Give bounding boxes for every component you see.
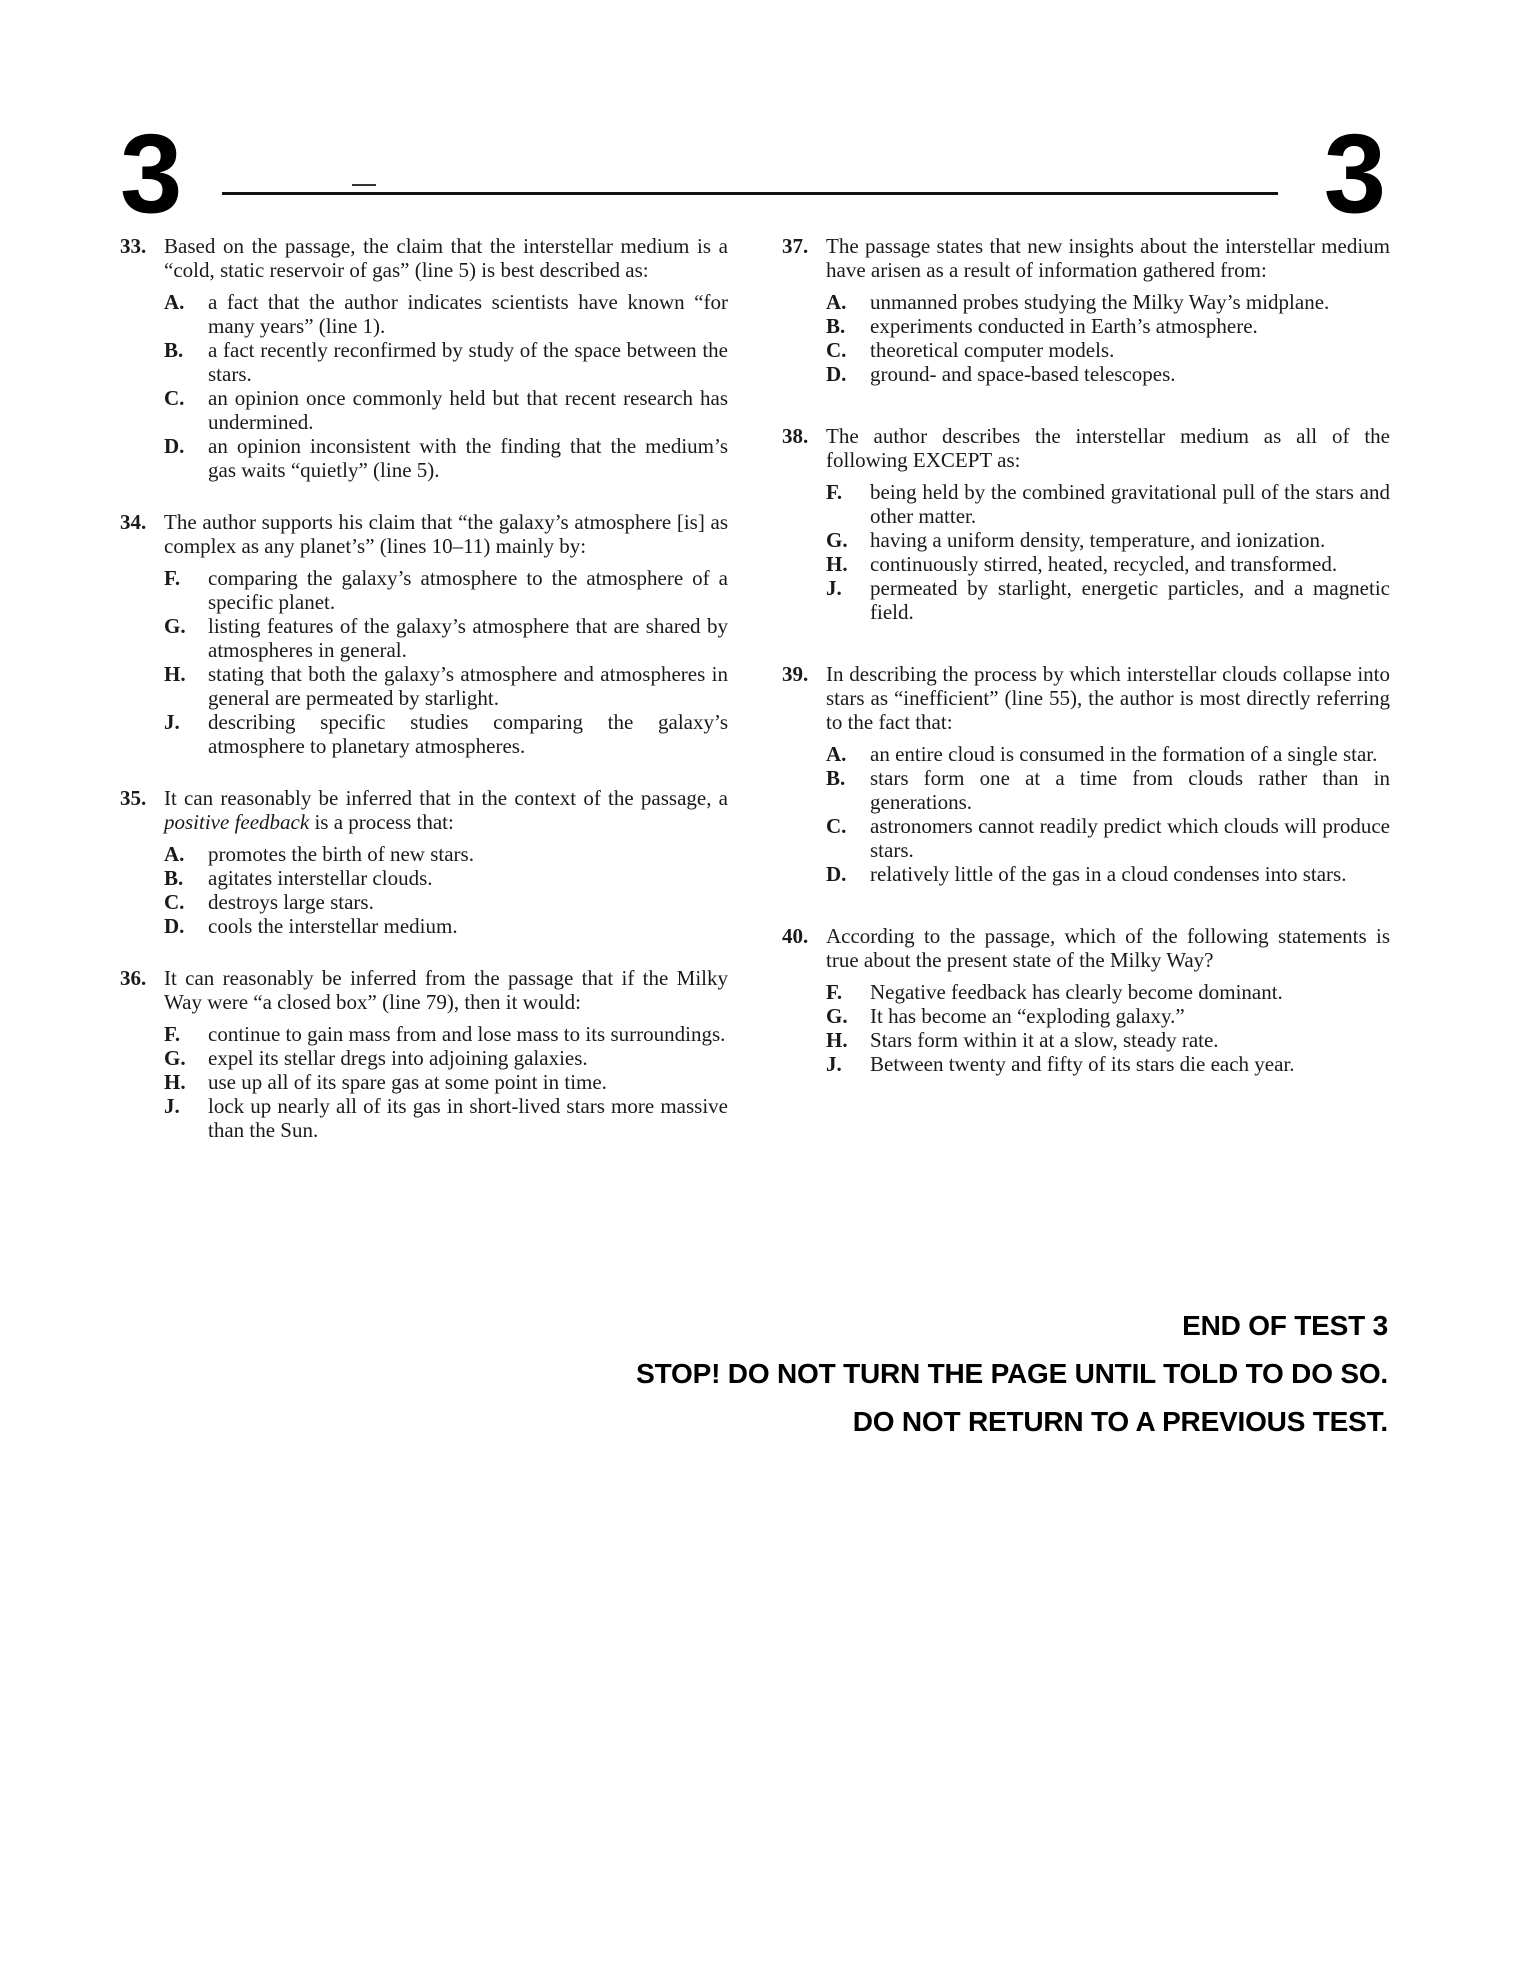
answer-option-c[interactable]	[164, 386, 728, 434]
answer-options	[826, 480, 1390, 624]
question-38	[780, 424, 1390, 624]
answer-options	[826, 290, 1390, 386]
answer-option-f[interactable]	[164, 1022, 728, 1046]
option-letter: D.	[826, 362, 847, 386]
section-number-left: 3	[120, 111, 183, 236]
question-stem: The passage states that new insights about the interstellar medium have arisen as a result of information gathered from:	[826, 234, 1390, 282]
option-text: agitates interstellar clouds.	[208, 866, 433, 890]
option-letter: A.	[826, 290, 847, 314]
answer-option-c[interactable]	[826, 814, 1390, 862]
question-number: 37.	[782, 234, 809, 258]
question-33	[118, 234, 728, 482]
answer-option-b[interactable]	[826, 766, 1390, 814]
answer-options	[164, 1022, 728, 1142]
answer-option-b[interactable]	[826, 314, 1390, 338]
option-letter: G.	[164, 614, 186, 638]
question-40	[780, 924, 1390, 1076]
option-letter: G.	[826, 528, 848, 552]
answer-options	[826, 742, 1390, 886]
right-column	[780, 234, 1390, 1102]
question-number: 33.	[120, 234, 147, 258]
option-letter: D.	[826, 862, 847, 886]
option-text: relatively little of the gas in a cloud condenses into stars.	[870, 862, 1347, 886]
question-number: 39.	[782, 662, 809, 686]
answer-option-a[interactable]	[826, 742, 1390, 766]
option-text: It has become an “exploding galaxy.”	[870, 1004, 1185, 1028]
question-number: 36.	[120, 966, 147, 990]
option-letter: B.	[826, 314, 846, 338]
option-letter: B.	[826, 766, 846, 790]
option-text: an opinion inconsistent with the finding that the medium’s gas waits “quietly” (line 5).	[208, 434, 728, 482]
option-text: continue to gain mass from and lose mass to its surroundings.	[208, 1022, 726, 1046]
option-letter: H.	[826, 1028, 848, 1052]
option-text: Negative feedback has clearly become dominant.	[870, 980, 1283, 1004]
question-number: 40.	[782, 924, 809, 948]
end-of-test-heading: END OF TEST 3	[1182, 1310, 1388, 1341]
answer-option-c[interactable]	[164, 890, 728, 914]
question-39	[780, 662, 1390, 886]
question-number: 34.	[120, 510, 147, 534]
option-text: expel its stellar dregs into adjoining galaxies.	[208, 1046, 588, 1070]
option-text: cools the interstellar medium.	[208, 914, 458, 938]
option-text: stars form one at a time from clouds rather than in generations.	[870, 766, 1390, 814]
answer-option-h[interactable]	[164, 662, 728, 710]
option-text: unmanned probes studying the Milky Way’s midplane.	[870, 290, 1330, 314]
answer-option-g[interactable]	[164, 1046, 728, 1070]
option-text: continuously stirred, heated, recycled, and transformed.	[870, 552, 1338, 576]
option-text: Between twenty and fifty of its stars die each year.	[870, 1052, 1295, 1076]
answer-option-d[interactable]	[164, 434, 728, 482]
question-36	[118, 966, 728, 1142]
stem-text: is a process that:	[309, 810, 454, 834]
option-text: astronomers cannot readily predict which clouds will produce stars.	[870, 814, 1390, 862]
answer-option-f[interactable]	[826, 980, 1390, 1004]
answer-option-c[interactable]	[826, 338, 1390, 362]
option-letter: B.	[164, 866, 184, 890]
option-letter: J.	[826, 1052, 842, 1076]
option-text: lock up nearly all of its gas in short-lived stars more massive than the Sun.	[208, 1094, 728, 1142]
answer-option-g[interactable]	[164, 614, 728, 662]
answer-option-d[interactable]	[826, 362, 1390, 386]
option-letter: J.	[164, 1094, 180, 1118]
stem-italic-term: positive feedback	[164, 810, 310, 834]
answer-option-b[interactable]	[164, 866, 728, 890]
option-text: describing specific studies comparing the galaxy’s atmosphere to planetary atmospheres.	[208, 710, 728, 758]
option-letter: J.	[164, 710, 180, 734]
option-letter: H.	[826, 552, 848, 576]
option-text: destroys large stars.	[208, 890, 374, 914]
answer-option-j[interactable]	[164, 1094, 728, 1142]
left-column	[118, 234, 728, 1168]
answer-option-f[interactable]	[164, 566, 728, 614]
answer-option-b[interactable]	[164, 338, 728, 386]
question-number: 38.	[782, 424, 809, 448]
option-letter: D.	[164, 434, 185, 458]
option-letter: F.	[826, 480, 843, 504]
answer-option-j[interactable]	[164, 710, 728, 758]
answer-option-a[interactable]	[164, 290, 728, 338]
option-letter: B.	[164, 338, 184, 362]
option-letter: A.	[164, 842, 185, 866]
answer-option-j[interactable]	[826, 576, 1390, 624]
option-letter: H.	[164, 1070, 186, 1094]
answer-option-j[interactable]	[826, 1052, 1390, 1076]
stem-text: It can reasonably be inferred that in the context of the passage, a	[164, 786, 728, 810]
option-letter: H.	[164, 662, 186, 686]
question-stem: The author describes the interstellar medium as all of the following EXCEPT as:	[826, 424, 1390, 472]
option-text: promotes the birth of new stars.	[208, 842, 474, 866]
question-stem: In describing the process by which interstellar clouds collapse into stars as “inefficient” (line 55), the author is most directly referring to the fact that:	[826, 662, 1390, 734]
option-letter: F.	[164, 1022, 181, 1046]
answer-option-h[interactable]	[826, 1028, 1390, 1052]
option-text: comparing the galaxy’s atmosphere to the atmosphere of a specific planet.	[208, 566, 728, 614]
answer-option-g[interactable]	[826, 1004, 1390, 1028]
option-text: a fact that the author indicates scientists have known “for many years” (line 1).	[208, 290, 728, 338]
option-letter: C.	[164, 386, 185, 410]
option-text: listing features of the galaxy’s atmosphere that are shared by atmospheres in general.	[208, 614, 728, 662]
answer-option-d[interactable]	[164, 914, 728, 938]
question-stem: It can reasonably be inferred from the passage that if the Milky Way were “a closed box” (line 79), then it would:	[164, 966, 728, 1014]
option-letter: G.	[826, 1004, 848, 1028]
answer-option-d[interactable]	[826, 862, 1390, 886]
option-text: having a uniform density, temperature, and ionization.	[870, 528, 1326, 552]
answer-option-h[interactable]	[826, 552, 1390, 576]
option-text: an entire cloud is consumed in the formation of a single star.	[870, 742, 1378, 766]
answer-option-a[interactable]	[826, 290, 1390, 314]
option-text: theoretical computer models.	[870, 338, 1115, 362]
option-letter: A.	[826, 742, 847, 766]
question-34	[118, 510, 728, 758]
question-stem: Based on the passage, the claim that the interstellar medium is a “cold, static reservoir of gas” (line 5) is best described as:	[164, 234, 728, 282]
answer-option-a[interactable]	[164, 842, 728, 866]
option-text: an opinion once commonly held but that recent research has undermined.	[208, 386, 728, 434]
question-37	[780, 234, 1390, 386]
question-stem	[164, 786, 728, 834]
answer-option-h[interactable]	[164, 1070, 728, 1094]
question-number: 35.	[120, 786, 147, 810]
end-of-test-notice	[636, 1302, 1388, 1446]
question-35	[118, 786, 728, 938]
option-text: permeated by starlight, energetic particles, and a magnetic field.	[870, 576, 1390, 624]
no-return-notice: DO NOT RETURN TO A PREVIOUS TEST.	[852, 1406, 1388, 1437]
stop-notice: STOP! DO NOT TURN THE PAGE UNTIL TOLD TO DO SO.	[636, 1358, 1388, 1389]
answer-options	[164, 842, 728, 938]
option-letter: C.	[826, 338, 847, 362]
header-dash	[352, 184, 376, 186]
option-text: being held by the combined gravitational pull of the stars and other matter.	[870, 480, 1390, 528]
option-letter: C.	[164, 890, 185, 914]
answer-options	[164, 566, 728, 758]
option-letter: G.	[164, 1046, 186, 1070]
option-letter: D.	[164, 914, 185, 938]
answer-options	[164, 290, 728, 482]
answer-option-f[interactable]	[826, 480, 1390, 528]
option-letter: F.	[826, 980, 843, 1004]
option-letter: J.	[826, 576, 842, 600]
option-text: stating that both the galaxy’s atmosphere and atmospheres in general are permeated by starlight.	[208, 662, 728, 710]
option-text: use up all of its spare gas at some point in time.	[208, 1070, 607, 1094]
option-letter: A.	[164, 290, 185, 314]
question-stem: According to the passage, which of the following statements is true about the present state of the Milky Way?	[826, 924, 1390, 972]
option-text: ground- and space-based telescopes.	[870, 362, 1176, 386]
option-text: experiments conducted in Earth’s atmosphere.	[870, 314, 1258, 338]
option-letter: C.	[826, 814, 847, 838]
option-text: Stars form within it at a slow, steady rate.	[870, 1028, 1219, 1052]
option-letter: F.	[164, 566, 181, 590]
answer-options	[826, 980, 1390, 1076]
question-stem: The author supports his claim that “the galaxy’s atmosphere [is] as complex as any planet’s” (lines 10–11) mainly by:	[164, 510, 728, 558]
section-number-right: 3	[1323, 111, 1386, 236]
option-text: a fact recently reconfirmed by study of the space between the stars.	[208, 338, 728, 386]
header-rule	[222, 192, 1278, 195]
answer-option-g[interactable]	[826, 528, 1390, 552]
